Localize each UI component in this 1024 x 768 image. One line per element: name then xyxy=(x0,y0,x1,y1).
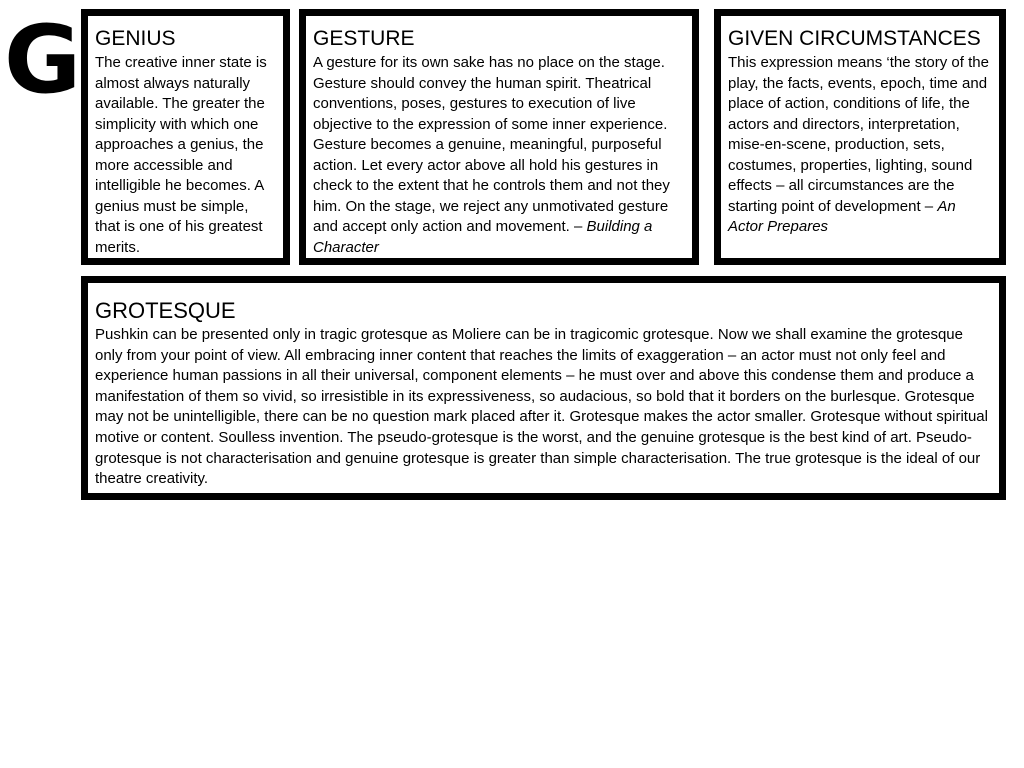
gesture-card xyxy=(299,9,699,265)
genius-body: The creative inner state is almost always naturally available. The greater the simplicity with which one approaches a genius, the more accessible and intelligible he becomes. A genius must be simple, that is one of his greatest merits. xyxy=(95,54,267,256)
given-circumstances-title: GIVEN CIRCUMSTANCES xyxy=(728,27,981,50)
gesture-body: A gesture for its own sake has no place on the stage. Gesture should convey the human spirit. Theatrical conventions, poses, gestures to execution of live objective to the expression of some inner experience. Gesture becomes a genuine, meaningful, purposeful action. Let every actor above all hold his gestures in check to the extent that he controls them and not they him. On the stage, we reject any unmotivated gesture and accept only action and movement. – xyxy=(313,54,670,235)
gesture-body-wrapper xyxy=(313,53,686,258)
given-circumstances-source: An Actor Prepares xyxy=(728,197,956,235)
gesture-title: GESTURE xyxy=(313,27,415,50)
given-circumstances-body-wrapper xyxy=(728,53,993,238)
genius-title: GENIUS xyxy=(95,27,176,50)
given-circumstances-card xyxy=(714,9,1006,265)
gesture-source: Building a Character xyxy=(313,218,653,256)
section-letter: G xyxy=(4,6,82,115)
given-circumstances-body: This expression means ‘the story of the play, the facts, events, epoch, time and place of action, conditions of life, the actors and directors, interpretation, mise-en-scene, production, sets, costumes, properties, lighting, sound effects – all circumstances are the starting point of development – xyxy=(728,54,989,215)
grotesque-card xyxy=(81,276,1006,500)
genius-card xyxy=(81,9,290,265)
grotesque-body: Pushkin can be presented only in tragic grotesque as Moliere can be in tragicomic grotesque. Now we shall examine the grotesque only from your point of view. All embracing inner content that reaches the limits of exaggeration – an actor must not only feel and experience human passions in all their universal, component elements – he must over and above this condense them and produce a manifestation of them so vivid, so irresistible in its expressiveness, so audacious, so bold that it borders on the burlesque. Grotesque may not be unintelligible, there can be no question mark placed after it. Grotesque makes the actor smaller. Grotesque without spiritual motive or content. Soulless invention. The pseudo-grotesque is the worst, and the genuine grotesque is the best kind of art. Pseudo-grotesque is not characterisation and genuine grotesque is greater than simple characterisation. The true grotesque is the ideal of our theatre creativity. xyxy=(95,326,988,488)
grotesque-title: GROTESQUE xyxy=(95,298,236,323)
